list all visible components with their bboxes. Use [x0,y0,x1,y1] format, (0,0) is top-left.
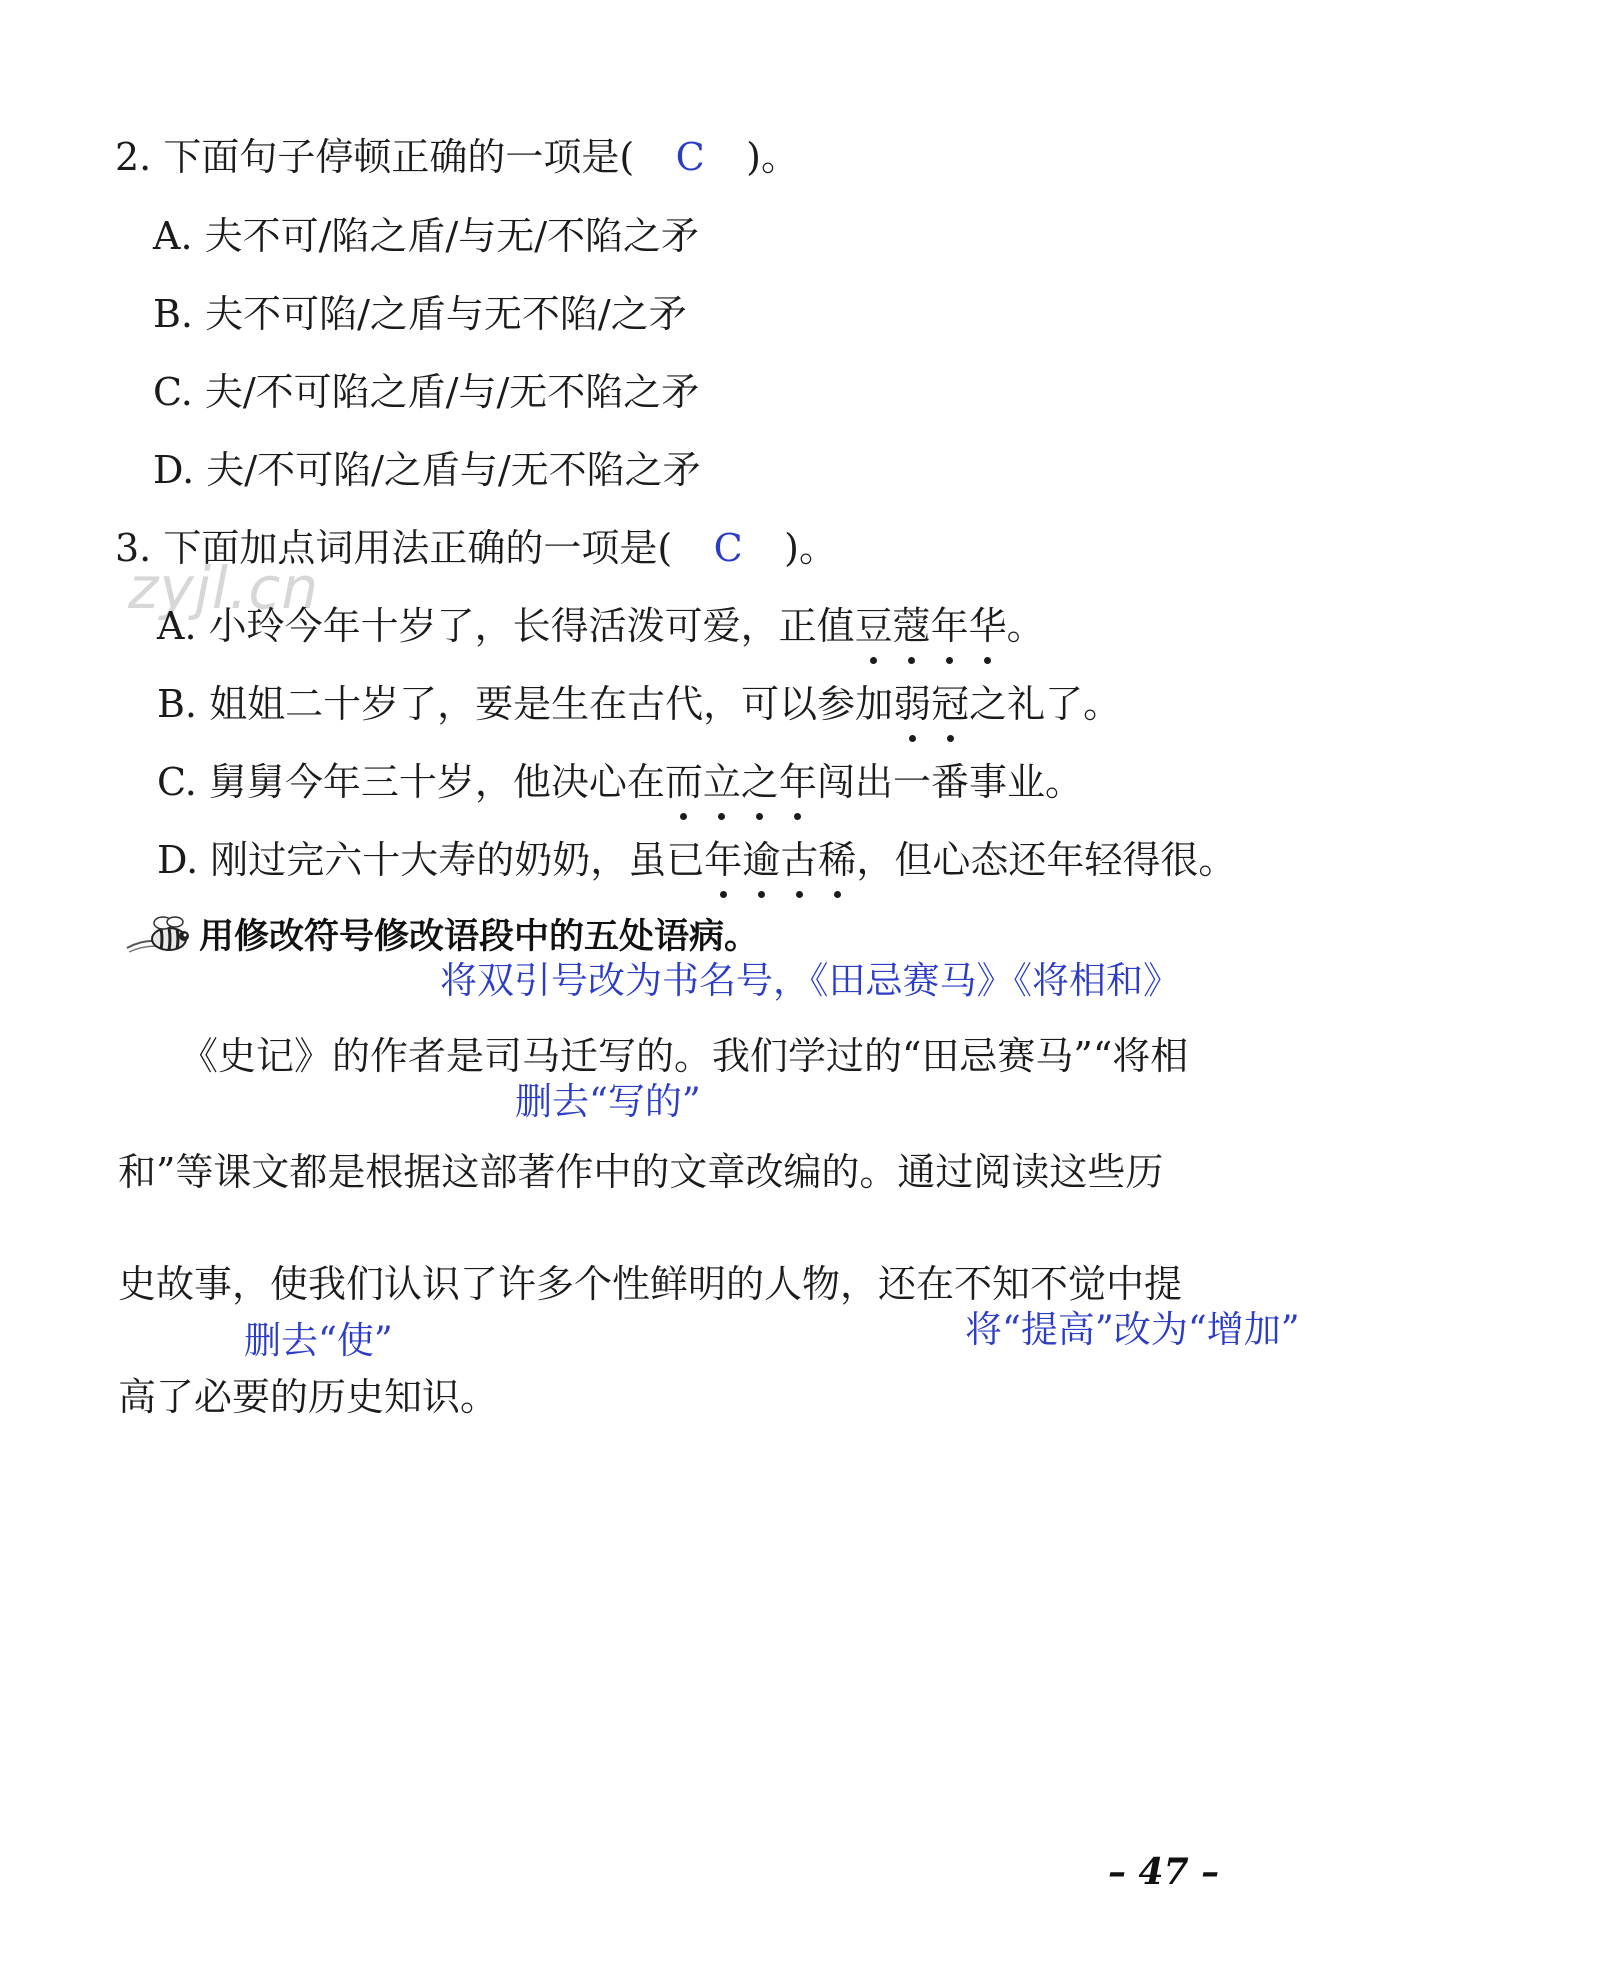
dotted-char: 弱 [893,682,932,726]
q2-stem [115,133,799,181]
q3-option-c [157,758,1083,806]
section-title: 用修改符号修改语段中的五处语病。 [199,917,760,957]
page-number: – 47 – [1108,1851,1220,1893]
passage-line-2: 和”等课文都是根据这部著作中的文章改编的。通过阅读这些历 [118,1150,1164,1194]
q2-stem-before: 2. 下面句子停顿正确的一项是( [115,135,635,179]
q3-option-b [157,680,1121,728]
bee-icon [125,914,191,960]
q3-option-d [157,836,1236,884]
q2-option-c: C. 夫/不可陷之盾/与/无不陷之矛 [153,370,700,414]
dotted-char: 年 [704,838,743,882]
dotted-char: 蔻 [892,604,931,648]
correction-quotes: 将双引号改为书名号，《田忌赛马》《将相和》 [440,959,1180,1002]
q3-option-b-end: 之礼了。 [969,682,1122,726]
correction-delete-shi: 删去“使” [244,1319,393,1362]
q3-option-a-end: 。 [1006,604,1045,648]
passage-line-3: 史故事，使我们认识了许多个性鲜明的人物，还在不知不觉中提 [118,1262,1183,1306]
dotted-char: 古 [780,838,819,882]
q2-option-b: B. 夫不可陷/之盾与无不陷/之矛 [153,292,687,336]
dotted-char: 而 [664,760,703,804]
dotted-char: 稀 [818,838,857,882]
q3-stem-before: 3. 下面加点词用法正确的一项是( [115,526,673,570]
q2-stem-after: )。 [746,135,799,179]
correction-delete-xiede: 删去“写的” [515,1080,701,1123]
section-header [125,910,759,964]
dotted-char: 年 [930,604,969,648]
dotted-char: 之 [740,760,779,804]
dotted-char: 立 [702,760,741,804]
q2-option-a: A. 夫不可/陷之盾/与无/不陷之矛 [153,214,700,258]
q3-option-a [157,602,1045,650]
watermark: zyjl.cn [128,554,320,622]
q2-option-d: D. 夫/不可陷/之盾与/无不陷之矛 [153,448,701,492]
q3-option-c-text: C. 舅舅今年三十岁，他决心在 [157,760,665,804]
q3-option-d-text: D. 刚过完六十大寿的奶奶，虽已 [157,838,705,882]
q3-option-a-text: A. 小玲今年十岁了，长得活泼可爱，正值 [157,604,855,648]
q3-answer: C [713,526,743,570]
dotted-char: 年 [778,760,817,804]
q3-option-d-end: ，但心态还年轻得很。 [856,838,1237,882]
dotted-char: 豆 [854,604,893,648]
dotted-char: 华 [968,604,1007,648]
q3-option-c-end: 闯出一番事业。 [816,760,1083,804]
dotted-char: 冠 [931,682,970,726]
correction-replace-tigao: 将“提高”改为“增加” [965,1308,1300,1351]
dotted-char: 逾 [742,838,781,882]
passage-line-1: 《史记》的作者是司马迁写的。我们学过的“田忌赛马”“将相 [180,1034,1189,1078]
q3-stem-after: )。 [784,526,837,570]
passage-line-4: 高了必要的历史知识。 [118,1375,499,1419]
q3-option-b-text: B. 姐姐二十岁了，要是生在古代，可以参加 [157,682,894,726]
q2-answer: C [675,135,705,179]
